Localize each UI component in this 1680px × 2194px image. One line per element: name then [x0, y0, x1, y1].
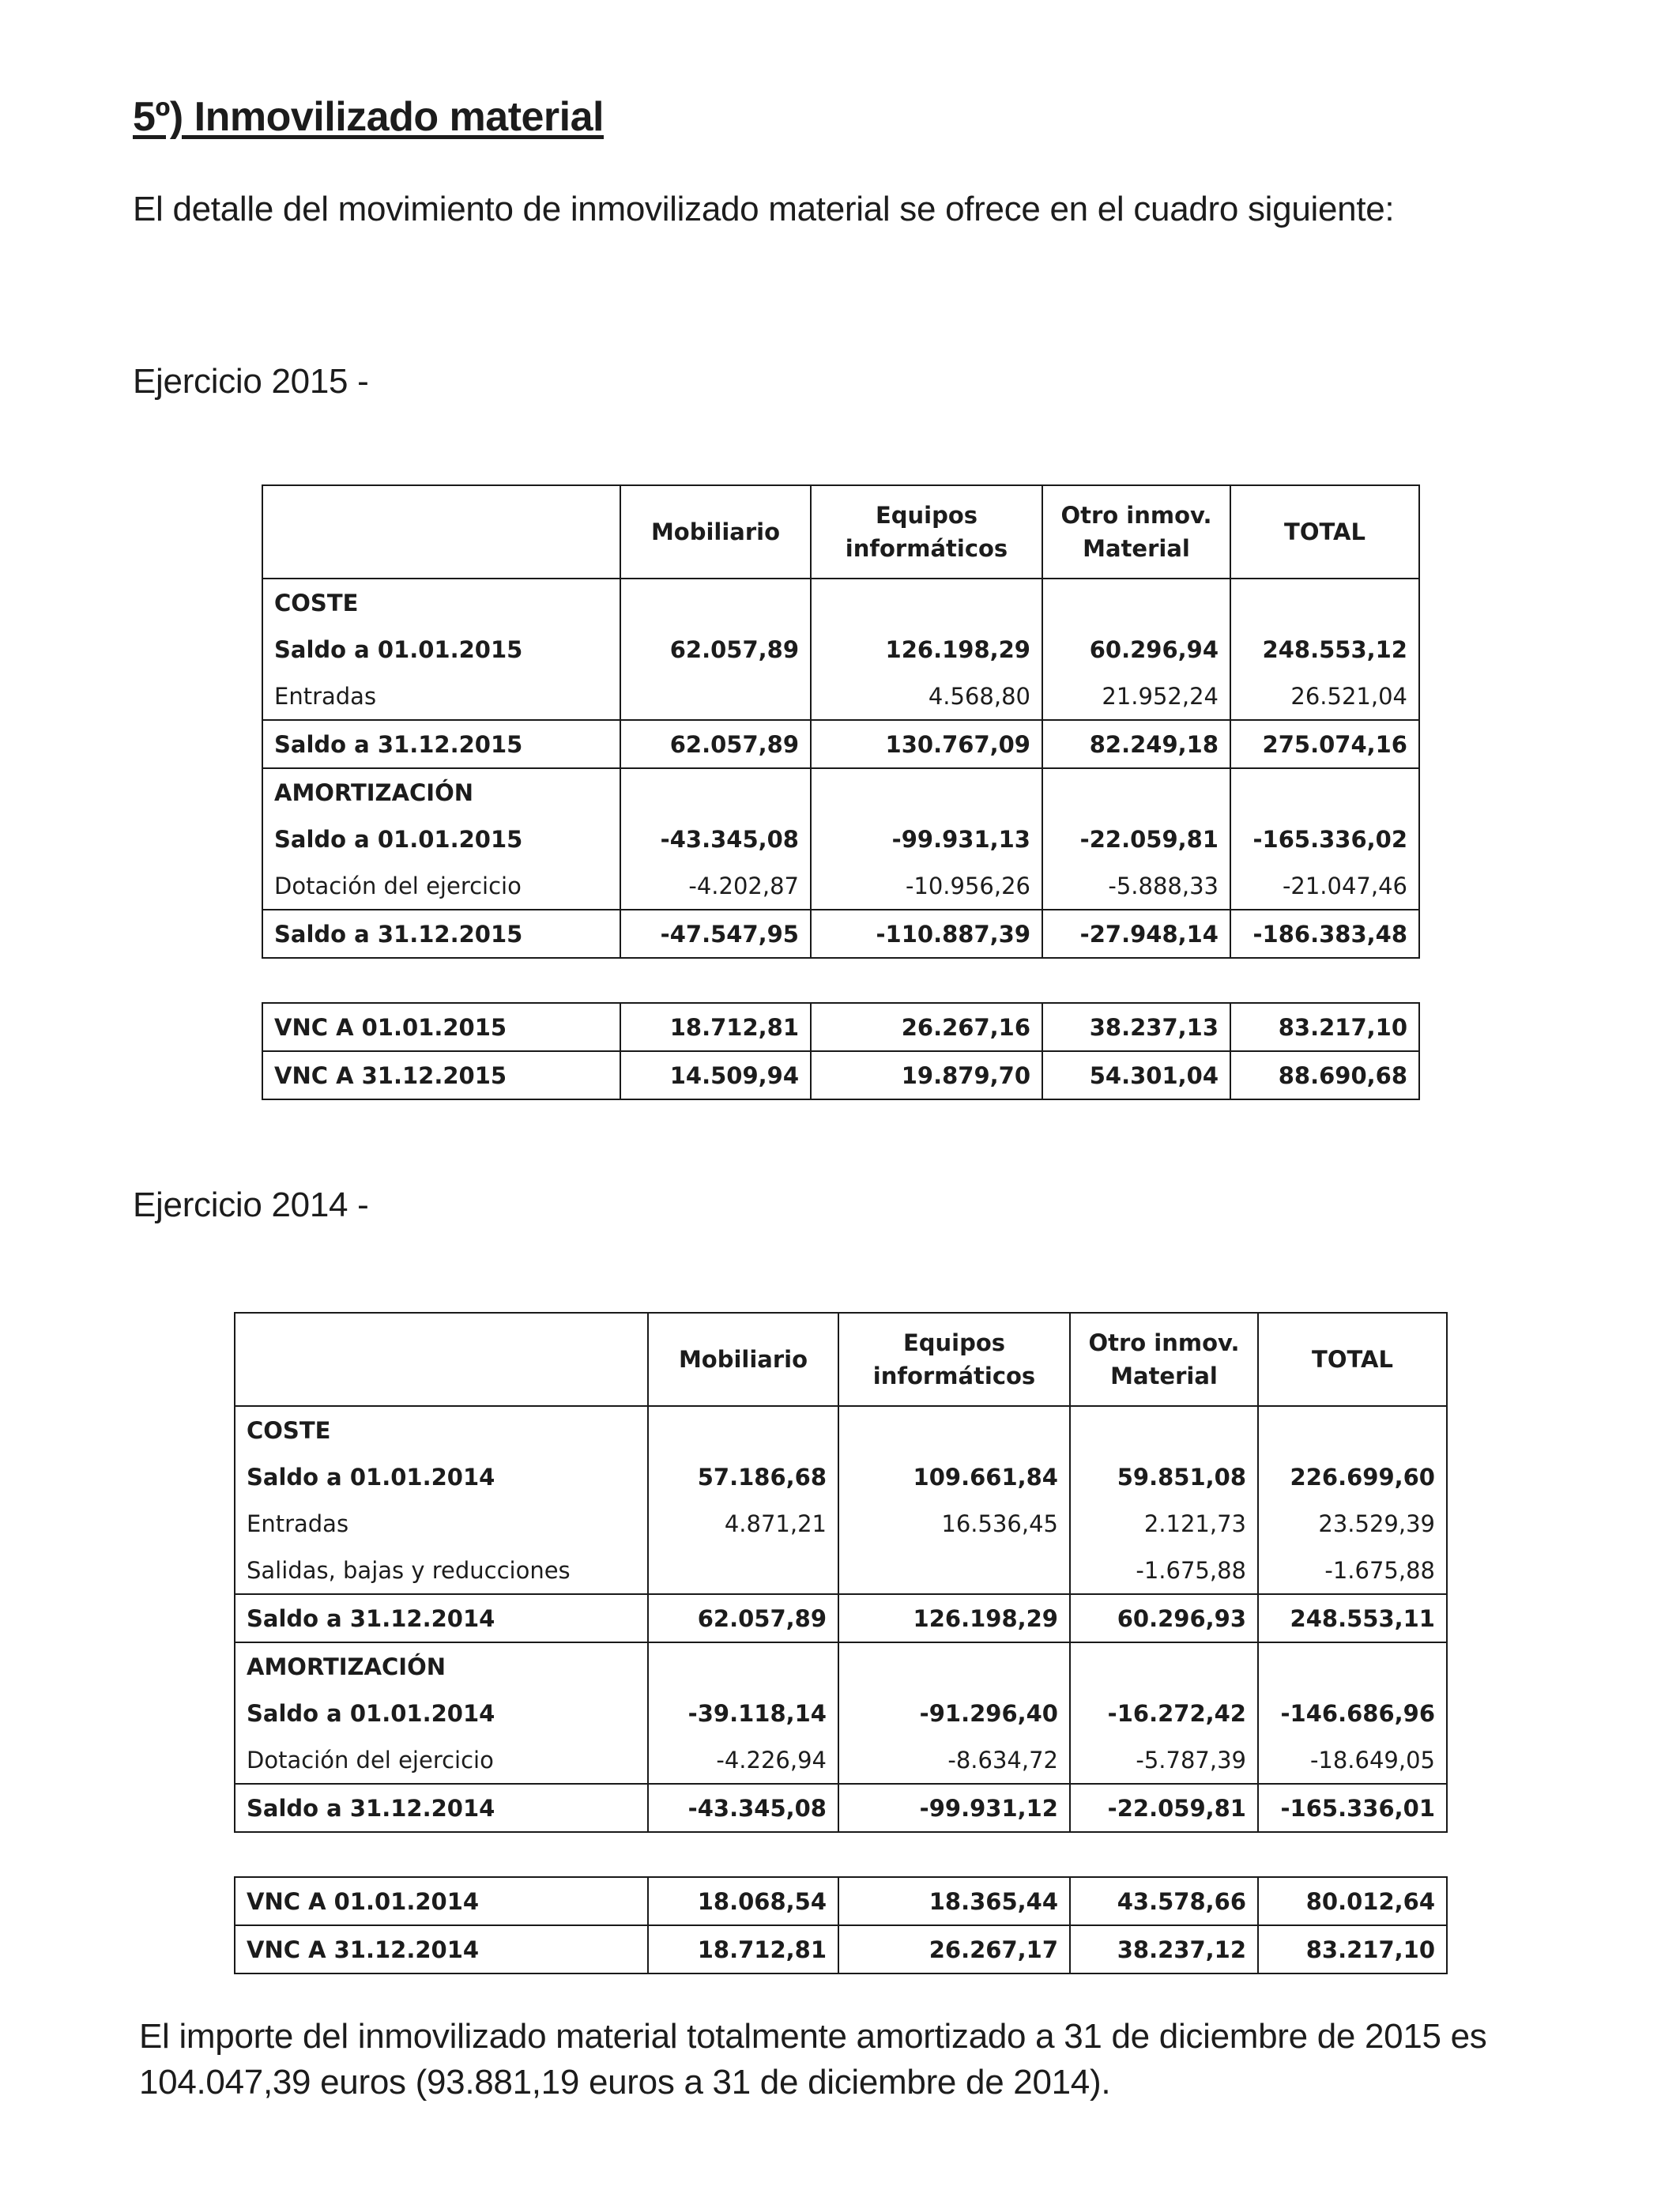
- cell: 4.568,80: [811, 673, 1042, 720]
- cell: [1042, 579, 1230, 626]
- cell: 126.198,29: [811, 626, 1042, 673]
- cell: -99.931,13: [811, 816, 1042, 862]
- cell: [620, 673, 811, 720]
- row-label: AMORTIZACIÓN: [235, 1642, 648, 1690]
- row-label: Saldo a 01.01.2014: [235, 1690, 648, 1736]
- cell: -22.059,81: [1070, 1784, 1258, 1832]
- cell: [620, 579, 811, 626]
- cell: -43.345,08: [648, 1784, 838, 1832]
- cell: [838, 1642, 1070, 1690]
- row-label: AMORTIZACIÓN: [262, 768, 620, 816]
- cell: 26.267,17: [838, 1925, 1070, 1973]
- cell: 14.509,94: [620, 1051, 811, 1099]
- cell: 21.952,24: [1042, 673, 1230, 720]
- row-label: Dotación del ejercicio: [262, 862, 620, 910]
- cell: 16.536,45: [838, 1500, 1070, 1547]
- table-row-coste: [235, 1406, 1447, 1453]
- year-2015-title: Ejercicio 2015 -: [133, 362, 369, 401]
- table-row-vnc: [262, 1003, 1419, 1051]
- cell: 38.237,12: [1070, 1925, 1258, 1973]
- table-header-row: [235, 1313, 1447, 1406]
- cell: 54.301,04: [1042, 1051, 1230, 1099]
- cell: -165.336,01: [1258, 1784, 1447, 1832]
- cell: 130.767,09: [811, 720, 1042, 768]
- cell: 4.871,21: [648, 1500, 838, 1547]
- col-header-equipos: Equipos informáticos: [811, 485, 1042, 579]
- table-row: [235, 1453, 1447, 1500]
- cell: [838, 1406, 1070, 1453]
- cell: 248.553,12: [1230, 626, 1419, 673]
- cell: -99.931,12: [838, 1784, 1070, 1832]
- cell: 60.296,94: [1042, 626, 1230, 673]
- cell: [1258, 1406, 1447, 1453]
- cell: -16.272,42: [1070, 1690, 1258, 1736]
- cell: 57.186,68: [648, 1453, 838, 1500]
- table-row-subtotal: [262, 910, 1419, 958]
- cell: 18.068,54: [648, 1877, 838, 1925]
- cell: 62.057,89: [620, 720, 811, 768]
- col-header-total: TOTAL: [1258, 1313, 1447, 1406]
- cell: -1.675,88: [1070, 1547, 1258, 1594]
- cell: -27.948,14: [1042, 910, 1230, 958]
- cell: [648, 1406, 838, 1453]
- row-label: Saldo a 01.01.2014: [235, 1453, 648, 1500]
- cell: 62.057,89: [620, 626, 811, 673]
- cell: 62.057,89: [648, 1594, 838, 1642]
- cell: -22.059,81: [1042, 816, 1230, 862]
- cell: 60.296,93: [1070, 1594, 1258, 1642]
- cell: [1230, 768, 1419, 816]
- cell: [620, 768, 811, 816]
- col-header-otro: Otro inmov. Material: [1042, 485, 1230, 579]
- cell: 43.578,66: [1070, 1877, 1258, 1925]
- cell: -5.888,33: [1042, 862, 1230, 910]
- table-row: [262, 816, 1419, 862]
- header-corner-cell: [262, 485, 620, 579]
- vnc-table-2015: [262, 1002, 1420, 1100]
- table-row: [235, 1736, 1447, 1784]
- row-label: Saldo a 01.01.2015: [262, 816, 620, 862]
- vnc-table-2014: [234, 1876, 1448, 1974]
- header-corner-cell: [235, 1313, 648, 1406]
- cell: 26.521,04: [1230, 673, 1419, 720]
- table-row-subtotal: [235, 1594, 1447, 1642]
- cell: 18.365,44: [838, 1877, 1070, 1925]
- row-label: Saldo a 31.12.2015: [262, 720, 620, 768]
- cell: [838, 1547, 1070, 1594]
- row-label: Entradas: [262, 673, 620, 720]
- cell: [648, 1547, 838, 1594]
- cell: 226.699,60: [1258, 1453, 1447, 1500]
- cell: 248.553,11: [1258, 1594, 1447, 1642]
- intro-paragraph: El detalle del movimiento de inmovilizado material se ofrece en el cuadro siguiente:: [133, 190, 1395, 228]
- cell: [1070, 1406, 1258, 1453]
- row-label: COSTE: [235, 1406, 648, 1453]
- cell: 126.198,29: [838, 1594, 1070, 1642]
- table-row: [235, 1500, 1447, 1547]
- cell: 83.217,10: [1230, 1003, 1419, 1051]
- table-row: [262, 673, 1419, 720]
- col-header-equipos: Equipos informáticos: [838, 1313, 1070, 1406]
- cell: 82.249,18: [1042, 720, 1230, 768]
- table-row: [262, 626, 1419, 673]
- cell: 109.661,84: [838, 1453, 1070, 1500]
- cell: -8.634,72: [838, 1736, 1070, 1784]
- table-row-coste: [262, 579, 1419, 626]
- table-row: [262, 862, 1419, 910]
- movement-table-2015: [262, 484, 1420, 959]
- row-label: COSTE: [262, 579, 620, 626]
- table-row: [235, 1547, 1447, 1594]
- cell: 275.074,16: [1230, 720, 1419, 768]
- row-label: Salidas, bajas y reducciones: [235, 1547, 648, 1594]
- row-label: Saldo a 31.12.2014: [235, 1594, 648, 1642]
- year-2014-title: Ejercicio 2014 -: [133, 1186, 369, 1224]
- cell: [1070, 1642, 1258, 1690]
- cell: -21.047,46: [1230, 862, 1419, 910]
- cell: [1230, 579, 1419, 626]
- cell: 88.690,68: [1230, 1051, 1419, 1099]
- table-row-amortizacion: [235, 1642, 1447, 1690]
- table-row: [235, 1690, 1447, 1736]
- col-header-total: TOTAL: [1230, 485, 1419, 579]
- row-label: VNC A 31.12.2015: [262, 1051, 620, 1099]
- row-label: Dotación del ejercicio: [235, 1736, 648, 1784]
- row-label: VNC A 31.12.2014: [235, 1925, 648, 1973]
- cell: [1042, 768, 1230, 816]
- cell: 18.712,81: [620, 1003, 811, 1051]
- cell: -5.787,39: [1070, 1736, 1258, 1784]
- col-header-mobiliario: Mobiliario: [620, 485, 811, 579]
- cell: -165.336,02: [1230, 816, 1419, 862]
- movement-table-2014: [234, 1312, 1448, 1833]
- cell: -186.383,48: [1230, 910, 1419, 958]
- cell: -47.547,95: [620, 910, 811, 958]
- cell: -43.345,08: [620, 816, 811, 862]
- cell: 59.851,08: [1070, 1453, 1258, 1500]
- table-row-subtotal: [262, 720, 1419, 768]
- cell: 83.217,10: [1258, 1925, 1447, 1973]
- footer-note: El importe del inmovilizado material totalmente amortizado a 31 de diciembre de 2015 es 104.047,39 euros (93.881,19 euros a 31 de diciembre de 2014).: [139, 2017, 1487, 2102]
- cell: -4.202,87: [620, 862, 811, 910]
- page-title: 5º) Inmovilizado material: [133, 94, 604, 140]
- cell: 2.121,73: [1070, 1500, 1258, 1547]
- cell: -110.887,39: [811, 910, 1042, 958]
- row-label: VNC A 01.01.2014: [235, 1877, 648, 1925]
- table-row-amortizacion: [262, 768, 1419, 816]
- table-row-vnc: [262, 1051, 1419, 1099]
- col-header-mobiliario: Mobiliario: [648, 1313, 838, 1406]
- cell: 18.712,81: [648, 1925, 838, 1973]
- cell: -91.296,40: [838, 1690, 1070, 1736]
- table-row-vnc: [235, 1925, 1447, 1973]
- row-label: Saldo a 01.01.2015: [262, 626, 620, 673]
- cell: -4.226,94: [648, 1736, 838, 1784]
- cell: -39.118,14: [648, 1690, 838, 1736]
- cell: 26.267,16: [811, 1003, 1042, 1051]
- row-label: VNC A 01.01.2015: [262, 1003, 620, 1051]
- row-label: Entradas: [235, 1500, 648, 1547]
- cell: -1.675,88: [1258, 1547, 1447, 1594]
- cell: 23.529,39: [1258, 1500, 1447, 1547]
- table-row-vnc: [235, 1877, 1447, 1925]
- col-header-otro: Otro inmov. Material: [1070, 1313, 1258, 1406]
- cell: -10.956,26: [811, 862, 1042, 910]
- row-label: Saldo a 31.12.2015: [262, 910, 620, 958]
- cell: [811, 579, 1042, 626]
- cell: 38.237,13: [1042, 1003, 1230, 1051]
- cell: [648, 1642, 838, 1690]
- row-label: Saldo a 31.12.2014: [235, 1784, 648, 1832]
- cell: [1258, 1642, 1447, 1690]
- table-header-row: [262, 485, 1419, 579]
- cell: [811, 768, 1042, 816]
- cell: -146.686,96: [1258, 1690, 1447, 1736]
- cell: 19.879,70: [811, 1051, 1042, 1099]
- cell: 80.012,64: [1258, 1877, 1447, 1925]
- cell: -18.649,05: [1258, 1736, 1447, 1784]
- table-row-subtotal: [235, 1784, 1447, 1832]
